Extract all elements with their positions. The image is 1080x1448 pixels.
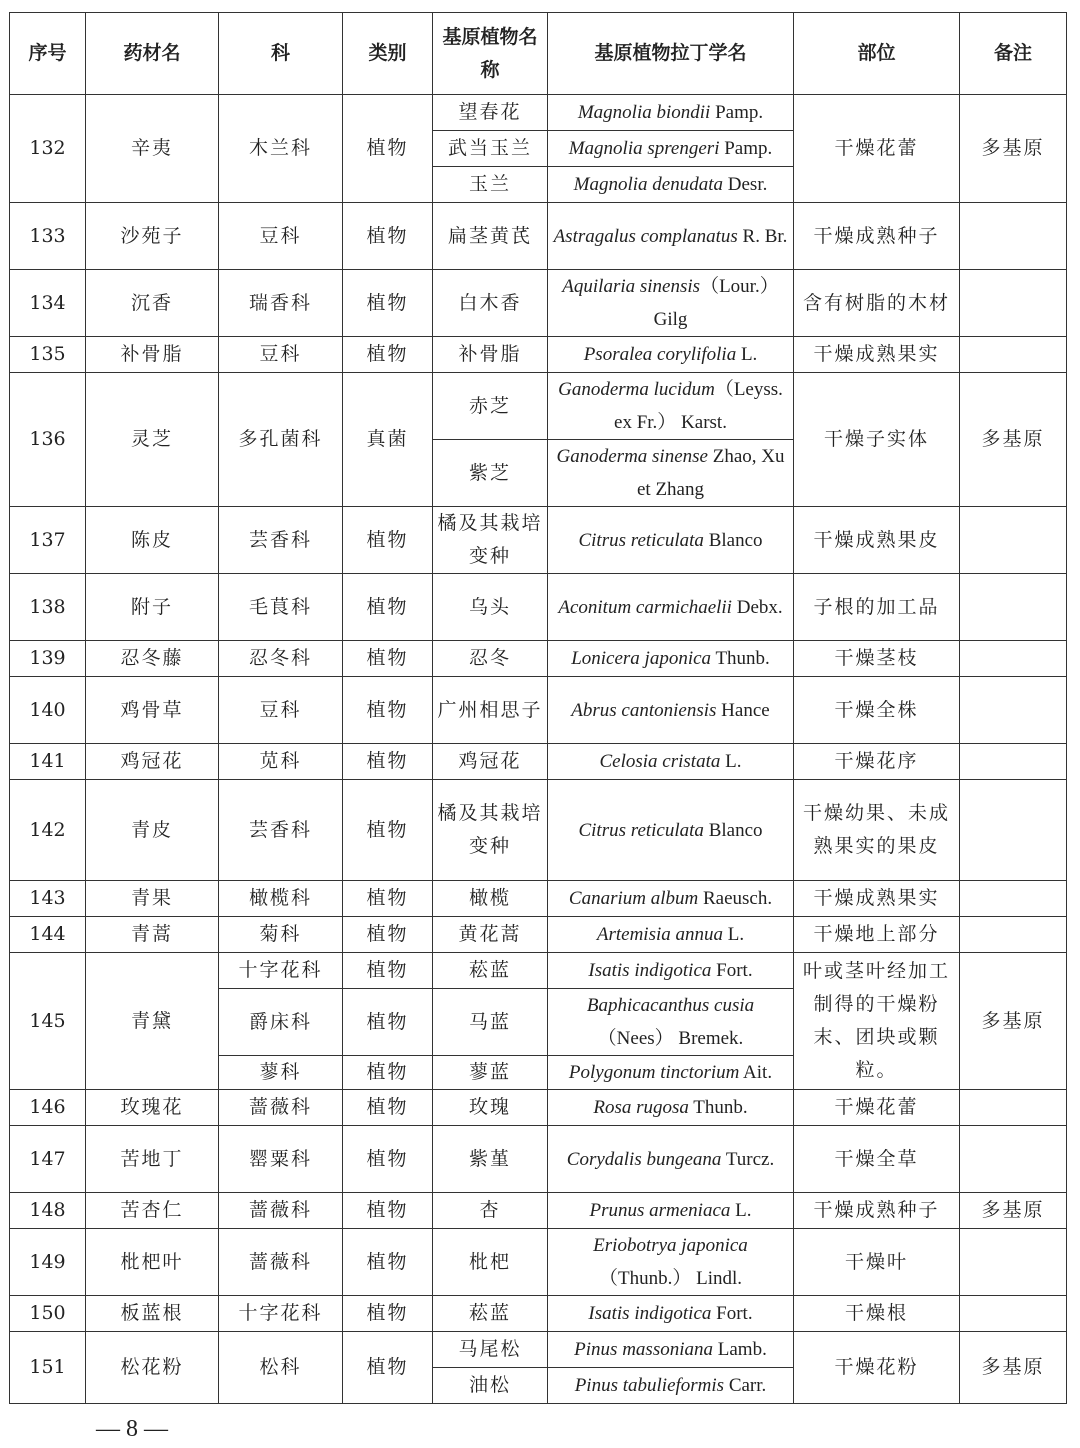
latin-binomial: Celosia cristata (599, 751, 721, 772)
cell-family: 橄榄科 (219, 881, 343, 917)
cell-part: 干燥子实体 (794, 373, 960, 507)
cell-note (960, 337, 1067, 373)
cell-family: 木兰科 (219, 95, 343, 203)
cell-herb-name: 青蒿 (86, 917, 219, 953)
cell-latin-name (548, 270, 794, 337)
cell-family: 爵床科 (219, 989, 343, 1056)
cell-latin-name (548, 641, 794, 677)
table-row (10, 1090, 1067, 1126)
table-row (10, 507, 1067, 574)
cell-herb-name: 鸡冠花 (86, 744, 219, 780)
table-row (10, 270, 1067, 337)
cell-serial: 136 (10, 373, 86, 507)
table-row (10, 744, 1067, 780)
latin-binomial: Eriobotrya japonica (593, 1235, 748, 1256)
cell-category: 植物 (343, 574, 433, 641)
cell-latin-name (548, 337, 794, 373)
latin-author: Ait. (739, 1062, 773, 1083)
table-row (10, 1296, 1067, 1332)
cell-source-plant: 蓼蓝 (433, 1056, 548, 1090)
cell-serial: 135 (10, 337, 86, 373)
cell-category: 植物 (343, 1126, 433, 1193)
latin-binomial: Magnolia denudata (573, 174, 724, 195)
cell-note (960, 203, 1067, 270)
cell-herb-name: 灵芝 (86, 373, 219, 507)
cell-category: 植物 (343, 507, 433, 574)
cell-note (960, 641, 1067, 677)
cell-note (960, 574, 1067, 641)
latin-binomial: Pinus massoniana (574, 1339, 713, 1360)
cell-part: 干燥成熟果实 (794, 337, 960, 373)
cell-herb-name: 附子 (86, 574, 219, 641)
cell-serial: 134 (10, 270, 86, 337)
cell-serial: 132 (10, 95, 86, 203)
table-row (10, 95, 1067, 131)
cell-serial: 147 (10, 1126, 86, 1193)
cell-note: 多基原 (960, 953, 1067, 1090)
latin-binomial: Citrus reticulata (578, 819, 704, 841)
cell-herb-name: 沉香 (86, 270, 219, 337)
cell-source-plant: 黄花蒿 (433, 917, 548, 953)
latin-author: Carr. (724, 1375, 767, 1396)
cell-herb-name: 苦杏仁 (86, 1193, 219, 1229)
cell-latin-name (548, 574, 794, 641)
cell-latin-name (548, 507, 794, 574)
latin-author: Thunb. (688, 1097, 748, 1118)
cell-source-plant: 赤芝 (433, 373, 548, 440)
latin-binomial: Astragalus complanatus (553, 225, 738, 247)
header-source-plant: 基原植物名称 (433, 13, 548, 95)
table-row (10, 203, 1067, 270)
cell-serial: 149 (10, 1229, 86, 1296)
cell-serial: 142 (10, 780, 86, 881)
cell-note (960, 507, 1067, 574)
cell-serial: 146 (10, 1090, 86, 1126)
cell-herb-name: 忍冬藤 (86, 641, 219, 677)
table-row (10, 780, 1067, 881)
cell-part: 干燥花蕾 (794, 95, 960, 203)
cell-source-plant: 杏 (433, 1193, 548, 1229)
cell-family: 蔷薇科 (219, 1090, 343, 1126)
cell-note (960, 744, 1067, 780)
cell-latin-name (548, 167, 794, 203)
cell-family: 豆科 (219, 203, 343, 270)
cell-family: 十字花科 (219, 953, 343, 989)
latin-binomial: Ganoderma sinense (556, 446, 708, 467)
latin-binomial: Abrus cantoniensis (571, 699, 717, 721)
cell-category: 植物 (343, 881, 433, 917)
cell-part: 干燥花蕾 (794, 1090, 960, 1126)
cell-source-plant: 橘及其栽培变种 (433, 507, 548, 574)
cell-source-plant: 乌头 (433, 574, 548, 641)
cell-serial: 138 (10, 574, 86, 641)
latin-author: Blanco (703, 529, 763, 551)
header-serial: 序号 (10, 13, 86, 95)
cell-latin-name (548, 989, 794, 1056)
cell-note (960, 881, 1067, 917)
cell-part: 干燥花序 (794, 744, 960, 780)
cell-herb-name: 鸡骨草 (86, 677, 219, 744)
cell-latin-name (548, 881, 794, 917)
cell-family: 毛茛科 (219, 574, 343, 641)
latin-author: Hance (716, 699, 770, 721)
latin-author: Blanco (703, 819, 763, 841)
latin-binomial: Corydalis bungeana (566, 1148, 722, 1170)
cell-category: 植物 (343, 337, 433, 373)
cell-herb-name: 陈皮 (86, 507, 219, 574)
latin-author: （Leyss. ex Fr.） Karst. (614, 379, 783, 433)
cell-category: 植物 (343, 989, 433, 1056)
cell-latin-name (548, 95, 794, 131)
latin-author: Fort. (711, 960, 753, 981)
cell-herb-name: 玫瑰花 (86, 1090, 219, 1126)
cell-category: 植物 (343, 95, 433, 203)
cell-serial: 150 (10, 1296, 86, 1332)
latin-author: R. Br. (737, 225, 788, 247)
latin-binomial: Isatis indigotica (588, 960, 712, 981)
cell-part: 干燥幼果、未成熟果实的果皮 (794, 780, 960, 881)
cell-category: 植物 (343, 1056, 433, 1090)
cell-note: 多基原 (960, 1193, 1067, 1229)
cell-part: 干燥根 (794, 1296, 960, 1332)
cell-latin-name (548, 780, 794, 881)
cell-herb-name: 辛夷 (86, 95, 219, 203)
cell-source-plant: 菘蓝 (433, 1296, 548, 1332)
cell-family: 芸香科 (219, 780, 343, 881)
cell-part: 干燥花粉 (794, 1332, 960, 1404)
latin-author: Lamb. (713, 1339, 767, 1360)
cell-latin-name (548, 440, 794, 507)
cell-serial: 151 (10, 1332, 86, 1404)
cell-latin-name (548, 1090, 794, 1126)
latin-binomial: Artemisia annua (596, 924, 724, 945)
cell-category: 植物 (343, 1090, 433, 1126)
cell-herb-name: 青皮 (86, 780, 219, 881)
cell-source-plant: 紫堇 (433, 1126, 548, 1193)
cell-source-plant: 广州相思子 (433, 677, 548, 744)
header-herb-name: 药材名 (86, 13, 219, 95)
cell-latin-name (548, 953, 794, 989)
latin-author: L. (723, 924, 745, 945)
latin-binomial: Canarium album (568, 888, 699, 909)
cell-family: 蔷薇科 (219, 1193, 343, 1229)
cell-latin-name (548, 1368, 794, 1404)
cell-part: 叶或茎叶经加工制得的干燥粉末、团块或颗粒。 (794, 953, 960, 1090)
cell-note (960, 1296, 1067, 1332)
cell-family: 芸香科 (219, 507, 343, 574)
cell-latin-name (548, 373, 794, 440)
cell-category: 植物 (343, 677, 433, 744)
cell-source-plant: 鸡冠花 (433, 744, 548, 780)
cell-source-plant: 橄榄 (433, 881, 548, 917)
cell-part: 干燥全草 (794, 1126, 960, 1193)
latin-author: Pamp. (719, 138, 773, 159)
header-category: 类别 (343, 13, 433, 95)
cell-note (960, 1229, 1067, 1296)
cell-part: 干燥叶 (794, 1229, 960, 1296)
cell-herb-name: 沙苑子 (86, 203, 219, 270)
cell-source-plant: 马尾松 (433, 1332, 548, 1368)
header-row (10, 13, 1067, 95)
table-row (10, 373, 1067, 440)
latin-binomial: Polygonum tinctorium (568, 1062, 740, 1083)
latin-binomial: Magnolia sprengeri (568, 138, 720, 159)
cell-latin-name (548, 1296, 794, 1332)
cell-latin-name (548, 1229, 794, 1296)
cell-source-plant: 橘及其栽培变种 (433, 780, 548, 881)
cell-family: 罂粟科 (219, 1126, 343, 1193)
cell-source-plant: 忍冬 (433, 641, 548, 677)
cell-category: 植物 (343, 917, 433, 953)
latin-author: Turcz. (721, 1148, 775, 1170)
cell-herb-name: 青果 (86, 881, 219, 917)
cell-latin-name (548, 203, 794, 270)
latin-binomial: Aquilaria sinensis (562, 276, 701, 297)
table-row (10, 1229, 1067, 1296)
latin-author: Fort. (711, 1303, 753, 1324)
cell-family: 多孔菌科 (219, 373, 343, 507)
cell-note (960, 1126, 1067, 1193)
cell-latin-name (548, 131, 794, 167)
cell-family: 忍冬科 (219, 641, 343, 677)
latin-author: （Thunb.） Lindl. (598, 1268, 743, 1289)
latin-author: （Lour.） Gilg (653, 276, 779, 330)
cell-family: 蓼科 (219, 1056, 343, 1090)
cell-family: 蔷薇科 (219, 1229, 343, 1296)
cell-note: 多基原 (960, 1332, 1067, 1404)
cell-serial: 133 (10, 203, 86, 270)
cell-category: 植物 (343, 744, 433, 780)
header-latin-name: 基原植物拉丁学名 (548, 13, 794, 95)
cell-latin-name (548, 677, 794, 744)
cell-part: 干燥成熟果实 (794, 881, 960, 917)
cell-herb-name: 板蓝根 (86, 1296, 219, 1332)
cell-source-plant: 补骨脂 (433, 337, 548, 373)
cell-source-plant: 望春花 (433, 95, 548, 131)
cell-family: 松科 (219, 1332, 343, 1404)
header-family: 科 (219, 13, 343, 95)
latin-binomial: Ganoderma lucidum (558, 379, 715, 400)
latin-author: Thunb. (711, 648, 770, 669)
cell-family: 豆科 (219, 337, 343, 373)
table-row (10, 1126, 1067, 1193)
cell-category: 植物 (343, 1332, 433, 1404)
cell-category: 植物 (343, 1229, 433, 1296)
table-row (10, 574, 1067, 641)
cell-note (960, 270, 1067, 337)
cell-latin-name (548, 1126, 794, 1193)
cell-part: 干燥成熟果皮 (794, 507, 960, 574)
latin-binomial: Aconitum carmichaelii (558, 596, 732, 618)
latin-author: L. (720, 751, 742, 772)
latin-author: Debx. (731, 596, 783, 618)
cell-note (960, 780, 1067, 881)
cell-latin-name (548, 1056, 794, 1090)
cell-family: 瑞香科 (219, 270, 343, 337)
latin-binomial: Rosa rugosa (593, 1097, 689, 1118)
cell-herb-name: 枇杷叶 (86, 1229, 219, 1296)
latin-author: L. (730, 1200, 752, 1221)
cell-herb-name: 苦地丁 (86, 1126, 219, 1193)
latin-binomial: Isatis indigotica (588, 1303, 712, 1324)
cell-serial: 139 (10, 641, 86, 677)
cell-latin-name (548, 1332, 794, 1368)
latin-author: Desr. (723, 174, 768, 195)
cell-part: 干燥成熟种子 (794, 1193, 960, 1229)
table-row (10, 881, 1067, 917)
cell-category: 植物 (343, 203, 433, 270)
page-number: — 8 — (96, 1416, 168, 1442)
cell-category: 植物 (343, 1296, 433, 1332)
cell-source-plant: 紫芝 (433, 440, 548, 507)
header-note: 备注 (960, 13, 1067, 95)
cell-serial: 143 (10, 881, 86, 917)
cell-source-plant: 菘蓝 (433, 953, 548, 989)
cell-family: 菊科 (219, 917, 343, 953)
cell-part: 干燥成熟种子 (794, 203, 960, 270)
header-part: 部位 (794, 13, 960, 95)
table-row (10, 641, 1067, 677)
cell-latin-name (548, 917, 794, 953)
latin-author: Pamp. (710, 102, 764, 123)
cell-note (960, 677, 1067, 744)
cell-source-plant: 白木香 (433, 270, 548, 337)
table-row (10, 1332, 1067, 1368)
latin-binomial: Magnolia biondii (577, 102, 711, 123)
table-row (10, 337, 1067, 373)
cell-latin-name (548, 1193, 794, 1229)
latin-binomial: Citrus reticulata (578, 529, 704, 551)
cell-serial: 140 (10, 677, 86, 744)
cell-source-plant: 马蓝 (433, 989, 548, 1056)
latin-binomial: Baphicacanthus cusia (586, 995, 755, 1016)
latin-binomial: Prunus armeniaca (589, 1200, 731, 1221)
table-row (10, 917, 1067, 953)
cell-part: 干燥全株 (794, 677, 960, 744)
cell-serial: 144 (10, 917, 86, 953)
latin-binomial: Psoralea corylifolia (583, 344, 737, 365)
cell-herb-name: 补骨脂 (86, 337, 219, 373)
cell-category: 植物 (343, 641, 433, 677)
cell-part: 干燥地上部分 (794, 917, 960, 953)
latin-binomial: Lonicera japonica (571, 648, 712, 669)
cell-note: 多基原 (960, 373, 1067, 507)
cell-source-plant: 玉兰 (433, 167, 548, 203)
latin-author: Zhao, Xu et Zhang (636, 446, 785, 500)
cell-latin-name (548, 744, 794, 780)
cell-family: 十字花科 (219, 1296, 343, 1332)
table-row (10, 1193, 1067, 1229)
cell-source-plant: 武当玉兰 (433, 131, 548, 167)
cell-category: 植物 (343, 270, 433, 337)
cell-herb-name: 青黛 (86, 953, 219, 1090)
herb-table (9, 12, 1067, 1404)
cell-note: 多基原 (960, 95, 1067, 203)
cell-category: 真菌 (343, 373, 433, 507)
cell-herb-name: 松花粉 (86, 1332, 219, 1404)
table-row (10, 677, 1067, 744)
cell-serial: 141 (10, 744, 86, 780)
cell-source-plant: 枇杷 (433, 1229, 548, 1296)
cell-source-plant: 玫瑰 (433, 1090, 548, 1126)
cell-serial: 145 (10, 953, 86, 1090)
latin-author: L. (736, 344, 758, 365)
latin-author: Raeusch. (698, 888, 773, 909)
cell-serial: 148 (10, 1193, 86, 1229)
cell-category: 植物 (343, 780, 433, 881)
cell-source-plant: 扁茎黄芪 (433, 203, 548, 270)
cell-family: 豆科 (219, 677, 343, 744)
cell-part: 子根的加工品 (794, 574, 960, 641)
table-row (10, 953, 1067, 989)
cell-category: 植物 (343, 953, 433, 989)
cell-category: 植物 (343, 1193, 433, 1229)
cell-note (960, 917, 1067, 953)
cell-family: 苋科 (219, 744, 343, 780)
cell-part: 干燥茎枝 (794, 641, 960, 677)
cell-note (960, 1090, 1067, 1126)
cell-part: 含有树脂的木材 (794, 270, 960, 337)
latin-author: （Nees） Bremek. (597, 1028, 744, 1049)
latin-binomial: Pinus tabulieformis (574, 1375, 725, 1396)
cell-source-plant: 油松 (433, 1368, 548, 1404)
cell-serial: 137 (10, 507, 86, 574)
